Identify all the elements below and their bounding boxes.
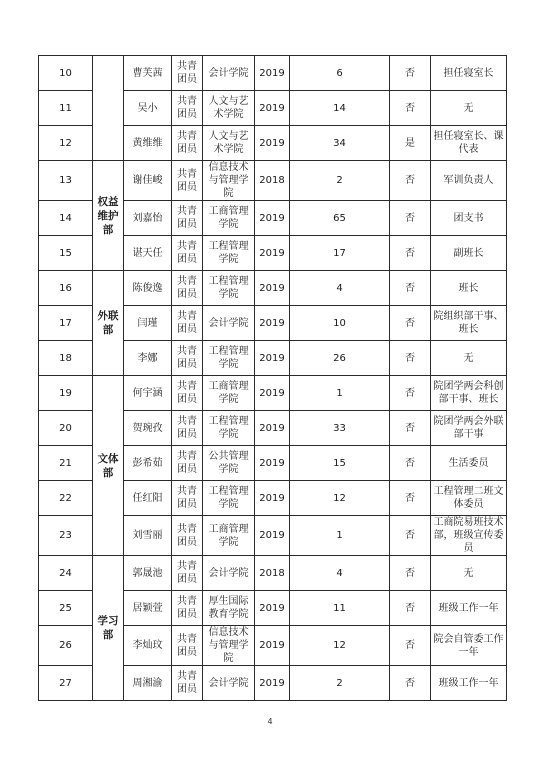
role-cell: 工商院易班技术部，班级宣传委员	[431, 516, 507, 556]
flag-cell: 否	[390, 411, 431, 446]
political-status-cell: 共青团员	[172, 56, 203, 91]
political-status-cell: 共青团员	[172, 161, 203, 201]
flag-cell: 否	[390, 341, 431, 376]
grade-cell: 2019	[255, 376, 290, 411]
role-cell: 院团学两会科创部干事、班长	[431, 376, 507, 411]
table-row	[39, 376, 507, 411]
name-cell: 吴小	[124, 91, 172, 126]
college-cell: 公共管理学院	[203, 446, 255, 481]
name-cell: 任红阳	[124, 481, 172, 516]
row-number-cell: 26	[39, 626, 93, 666]
rank-cell: 1	[290, 376, 390, 411]
table-body	[39, 56, 507, 701]
role-cell: 无	[431, 341, 507, 376]
flag-cell: 否	[390, 91, 431, 126]
rank-cell: 2	[290, 161, 390, 201]
college-cell: 工商管理学院	[203, 376, 255, 411]
row-number-cell: 16	[39, 271, 93, 306]
flag-cell: 否	[390, 306, 431, 341]
political-status-cell: 共青团员	[172, 411, 203, 446]
role-cell: 副班长	[431, 236, 507, 271]
college-cell: 工程管理学院	[203, 236, 255, 271]
department-cell: 外联部	[93, 271, 124, 376]
grade-cell: 2019	[255, 201, 290, 236]
grade-cell: 2019	[255, 481, 290, 516]
department-cell	[93, 56, 124, 161]
table-row	[39, 556, 507, 591]
political-status-cell: 共青团员	[172, 481, 203, 516]
role-cell: 无	[431, 556, 507, 591]
role-cell: 院会自管委工作一年	[431, 626, 507, 666]
grade-cell: 2019	[255, 446, 290, 481]
grade-cell: 2019	[255, 516, 290, 556]
row-number-cell: 18	[39, 341, 93, 376]
role-cell: 生活委员	[431, 446, 507, 481]
flag-cell: 否	[390, 626, 431, 666]
row-number-cell: 20	[39, 411, 93, 446]
college-cell: 工程管理学院	[203, 411, 255, 446]
college-cell: 厚生国际教育学院	[203, 591, 255, 626]
political-status-cell: 共青团员	[172, 271, 203, 306]
row-number-cell: 21	[39, 446, 93, 481]
name-cell: 谢佳峻	[124, 161, 172, 201]
rank-cell: 65	[290, 201, 390, 236]
grade-cell: 2019	[255, 341, 290, 376]
role-cell: 院团学两会外联部干事	[431, 411, 507, 446]
name-cell: 闫瑾	[124, 306, 172, 341]
grade-cell: 2019	[255, 56, 290, 91]
flag-cell: 否	[390, 591, 431, 626]
row-number-cell: 23	[39, 516, 93, 556]
political-status-cell: 共青团员	[172, 126, 203, 161]
role-cell: 团支书	[431, 201, 507, 236]
grade-cell: 2019	[255, 306, 290, 341]
rank-cell: 26	[290, 341, 390, 376]
rank-cell: 11	[290, 591, 390, 626]
role-cell: 班级工作一年	[431, 666, 507, 701]
name-cell: 李娜	[124, 341, 172, 376]
college-cell: 工程管理学院	[203, 481, 255, 516]
political-status-cell: 共青团员	[172, 376, 203, 411]
row-number-cell: 13	[39, 161, 93, 201]
political-status-cell: 共青团员	[172, 236, 203, 271]
name-cell: 周湘渝	[124, 666, 172, 701]
table-row	[39, 271, 507, 306]
college-cell: 会计学院	[203, 56, 255, 91]
college-cell: 工程管理学院	[203, 341, 255, 376]
flag-cell: 否	[390, 271, 431, 306]
row-number-cell: 10	[39, 56, 93, 91]
candidate-table	[38, 55, 507, 701]
name-cell: 贺琬孜	[124, 411, 172, 446]
role-cell: 班级工作一年	[431, 591, 507, 626]
rank-cell: 4	[290, 556, 390, 591]
political-status-cell: 共青团员	[172, 516, 203, 556]
political-status-cell: 共青团员	[172, 666, 203, 701]
college-cell: 会计学院	[203, 666, 255, 701]
grade-cell: 2019	[255, 236, 290, 271]
grade-cell: 2019	[255, 271, 290, 306]
department-cell: 文体部	[93, 376, 124, 556]
rank-cell: 10	[290, 306, 390, 341]
grade-cell: 2019	[255, 626, 290, 666]
political-status-cell: 共青团员	[172, 306, 203, 341]
rank-cell: 34	[290, 126, 390, 161]
grade-cell: 2019	[255, 91, 290, 126]
name-cell: 刘嘉怡	[124, 201, 172, 236]
name-cell: 何宇涵	[124, 376, 172, 411]
name-cell: 郭晟池	[124, 556, 172, 591]
college-cell: 工程管理学院	[203, 271, 255, 306]
flag-cell: 否	[390, 201, 431, 236]
rank-cell: 33	[290, 411, 390, 446]
flag-cell: 否	[390, 516, 431, 556]
page-number: 4	[267, 717, 273, 726]
row-number-cell: 12	[39, 126, 93, 161]
grade-cell: 2019	[255, 591, 290, 626]
name-cell: 彭希茹	[124, 446, 172, 481]
flag-cell: 否	[390, 556, 431, 591]
grade-cell: 2018	[255, 556, 290, 591]
table-row	[39, 161, 507, 201]
college-cell: 人文与艺术学院	[203, 91, 255, 126]
political-status-cell: 共青团员	[172, 591, 203, 626]
grade-cell: 2018	[255, 161, 290, 201]
table-row	[39, 56, 507, 91]
name-cell: 曹芙茜	[124, 56, 172, 91]
flag-cell: 否	[390, 666, 431, 701]
name-cell: 刘雪丽	[124, 516, 172, 556]
row-number-cell: 24	[39, 556, 93, 591]
flag-cell: 是	[390, 126, 431, 161]
role-cell: 无	[431, 91, 507, 126]
political-status-cell: 共青团员	[172, 91, 203, 126]
political-status-cell: 共青团员	[172, 341, 203, 376]
role-cell: 班长	[431, 271, 507, 306]
flag-cell: 否	[390, 376, 431, 411]
row-number-cell: 14	[39, 201, 93, 236]
flag-cell: 否	[390, 236, 431, 271]
rank-cell: 2	[290, 666, 390, 701]
name-cell: 李灿玟	[124, 626, 172, 666]
row-number-cell: 15	[39, 236, 93, 271]
name-cell: 居颖萱	[124, 591, 172, 626]
department-cell: 学习部	[93, 556, 124, 701]
college-cell: 会计学院	[203, 556, 255, 591]
rank-cell: 1	[290, 516, 390, 556]
row-number-cell: 25	[39, 591, 93, 626]
flag-cell: 否	[390, 56, 431, 91]
grade-cell: 2019	[255, 666, 290, 701]
row-number-cell: 11	[39, 91, 93, 126]
college-cell: 工商管理学院	[203, 201, 255, 236]
rank-cell: 12	[290, 481, 390, 516]
political-status-cell: 共青团员	[172, 201, 203, 236]
political-status-cell: 共青团员	[172, 626, 203, 666]
department-cell: 权益维护部	[93, 161, 124, 271]
flag-cell: 否	[390, 161, 431, 201]
rank-cell: 12	[290, 626, 390, 666]
college-cell: 会计学院	[203, 306, 255, 341]
flag-cell: 否	[390, 481, 431, 516]
college-cell: 工商管理学院	[203, 516, 255, 556]
college-cell: 信息技术与管理学院	[203, 626, 255, 666]
grade-cell: 2019	[255, 411, 290, 446]
role-cell: 院组织部干事、班长	[431, 306, 507, 341]
name-cell: 陈俊逸	[124, 271, 172, 306]
rank-cell: 6	[290, 56, 390, 91]
rank-cell: 17	[290, 236, 390, 271]
role-cell: 担任寝室长、课代表	[431, 126, 507, 161]
grade-cell: 2019	[255, 126, 290, 161]
row-number-cell: 19	[39, 376, 93, 411]
role-cell: 军训负责人	[431, 161, 507, 201]
rank-cell: 14	[290, 91, 390, 126]
political-status-cell: 共青团员	[172, 556, 203, 591]
name-cell: 黄维维	[124, 126, 172, 161]
role-cell: 工程管理二班文体委员	[431, 481, 507, 516]
name-cell: 谌天任	[124, 236, 172, 271]
role-cell: 担任寝室长	[431, 56, 507, 91]
rank-cell: 15	[290, 446, 390, 481]
college-cell: 人文与艺术学院	[203, 126, 255, 161]
row-number-cell: 22	[39, 481, 93, 516]
political-status-cell: 共青团员	[172, 446, 203, 481]
row-number-cell: 27	[39, 666, 93, 701]
flag-cell: 否	[390, 446, 431, 481]
row-number-cell: 17	[39, 306, 93, 341]
college-cell: 信息技术与管理学院	[203, 161, 255, 201]
rank-cell: 4	[290, 271, 390, 306]
